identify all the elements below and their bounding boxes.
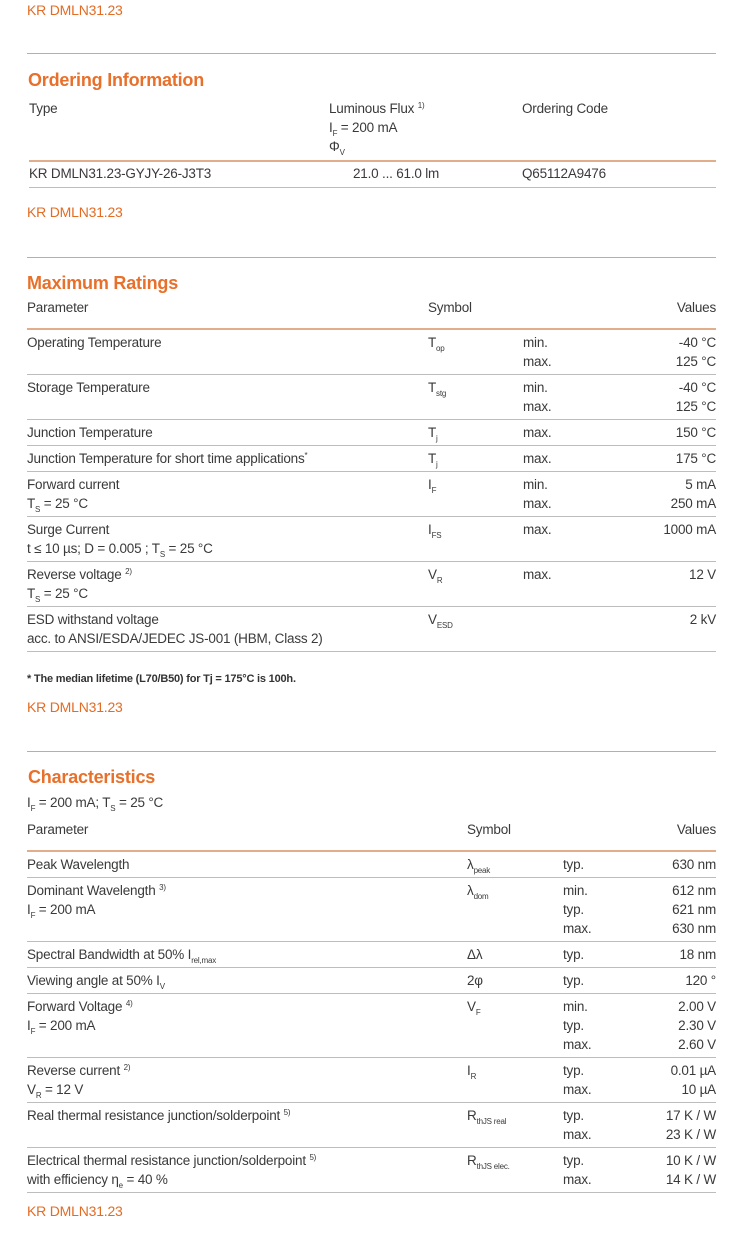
section-brand: KR DMLN31.23	[27, 1203, 123, 1219]
cond-rest: = 200 mA	[337, 120, 398, 135]
value: 5 mA	[685, 477, 716, 492]
text-segment: I	[27, 902, 31, 917]
condition: typ.	[563, 1063, 584, 1078]
table-header	[27, 820, 716, 850]
table-row	[27, 562, 716, 607]
ordering-code: Q65112A9476	[522, 166, 606, 181]
param-cell	[27, 1106, 716, 1125]
symbol-cell	[467, 997, 481, 1016]
table-row	[27, 1103, 716, 1148]
values-cell	[676, 423, 716, 442]
values-cell	[672, 855, 716, 874]
condition: max.	[563, 1172, 592, 1187]
value: 10 µA	[681, 1082, 716, 1097]
param-cell	[27, 423, 716, 442]
condition: min.	[523, 335, 548, 350]
table-row	[27, 994, 716, 1058]
condition-cell	[563, 971, 584, 990]
text-line	[27, 423, 716, 442]
text-line	[27, 494, 716, 513]
symbol: I	[428, 522, 432, 537]
footnote-ref: 4)	[125, 999, 133, 1008]
table-header	[27, 298, 716, 328]
condition: max.	[523, 451, 552, 466]
condition: min.	[563, 883, 588, 898]
symbol-cell	[428, 520, 441, 539]
param-cell	[27, 610, 716, 648]
value: 14 K / W	[665, 1172, 716, 1187]
text-segment: = 25 °C	[40, 586, 88, 601]
symbol: V	[428, 612, 437, 627]
symbol: Δλ	[467, 947, 483, 962]
param-cell	[27, 520, 716, 558]
param-cell	[27, 997, 716, 1035]
symbol-cell	[428, 449, 438, 468]
text-line	[27, 520, 716, 539]
value: 18 nm	[679, 947, 716, 962]
text-line	[27, 449, 716, 468]
text-segment: Real thermal resistance junction/solderpoint	[27, 1108, 284, 1123]
values-cell	[679, 945, 716, 964]
text-segment: Viewing angle at 50% I	[27, 973, 160, 988]
symbol: I	[428, 477, 432, 492]
text-segment: Junction Temperature	[27, 425, 153, 440]
text-segment: with efficiency η	[27, 1172, 119, 1187]
condition-cell	[563, 1151, 591, 1189]
text-segment: T	[27, 496, 36, 511]
param-cell	[27, 1061, 716, 1099]
text-segment: Reverse current	[27, 1063, 124, 1078]
param-cell	[27, 971, 716, 990]
symbol: V	[467, 999, 476, 1014]
text-segment: T	[27, 586, 36, 601]
max-ratings-table	[27, 298, 716, 652]
flux-symbol: Φ	[329, 139, 340, 154]
text-line	[27, 1106, 716, 1125]
text-segment: = 12 V	[41, 1082, 84, 1097]
values-cell	[671, 1061, 716, 1099]
symbol: T	[428, 380, 437, 395]
condition-cell	[563, 997, 591, 1054]
param-cell	[27, 333, 716, 352]
characteristics-table	[27, 820, 716, 1193]
value: 17 K / W	[665, 1108, 716, 1123]
value: 120 °	[685, 973, 716, 988]
cond-base: I	[329, 120, 333, 135]
condition: min.	[563, 999, 588, 1014]
condition: max.	[523, 354, 552, 369]
symbol: λ	[467, 883, 474, 898]
text-segment: Dominant Wavelength	[27, 883, 160, 898]
value: 0.01 µA	[670, 1063, 716, 1078]
values-cell	[690, 610, 716, 629]
characteristics-title: Characteristics	[28, 767, 156, 787]
symbol-cell	[428, 378, 446, 397]
text-segment: V	[27, 1082, 36, 1097]
condition-cell	[563, 881, 591, 938]
text-line	[27, 539, 716, 558]
condition-cell	[563, 855, 584, 874]
symbol-cell	[467, 945, 482, 964]
text-segment: = 25 °C	[115, 795, 164, 810]
characteristics-condition	[27, 793, 163, 812]
values-cell	[689, 565, 716, 584]
values-cell	[685, 971, 716, 990]
symbol-sub: R	[470, 1072, 477, 1081]
values-cell	[676, 333, 716, 371]
param-cell	[27, 881, 716, 919]
value: 2.60 V	[678, 1037, 716, 1052]
value: -40 °C	[678, 335, 716, 350]
condition: max.	[523, 425, 552, 440]
values-cell	[671, 475, 716, 513]
param-cell	[27, 565, 716, 603]
text-line	[27, 900, 716, 919]
value: 10 K / W	[665, 1153, 716, 1168]
ordering-row	[29, 160, 716, 188]
condition: max.	[563, 1082, 592, 1097]
value: 12 V	[689, 567, 716, 582]
table-row	[27, 472, 716, 517]
symbol: I	[467, 1063, 471, 1078]
symbol-cell	[428, 610, 453, 629]
condition: typ.	[563, 947, 584, 962]
value: 2.00 V	[678, 999, 716, 1014]
symbol-sub: F	[475, 1008, 481, 1017]
footnote-ref: 1)	[417, 101, 425, 110]
symbol-cell	[467, 1061, 476, 1080]
table-row	[27, 850, 716, 878]
text-segment: Operating Temperature	[27, 335, 162, 350]
text-segment: I	[27, 1018, 31, 1033]
condition-cell	[523, 378, 551, 416]
header-brand: KR DMLN31.23	[27, 2, 123, 18]
symbol-sub: peak	[473, 866, 491, 875]
flux-symbol-sub: V	[339, 148, 345, 157]
condition-cell	[563, 1106, 591, 1144]
table-row	[27, 375, 716, 420]
symbol-cell	[428, 565, 442, 584]
text-line	[27, 855, 716, 874]
footnote-ref: 3)	[159, 883, 166, 892]
text-line	[27, 1080, 716, 1099]
footnote-ref: 5)	[283, 1108, 291, 1117]
text-line	[27, 1170, 716, 1189]
table-row	[27, 420, 716, 446]
value: 630 nm	[672, 921, 716, 936]
value: 621 nm	[672, 902, 716, 917]
value: 125 °C	[675, 399, 716, 414]
value: 125 °C	[675, 354, 716, 369]
condition-cell	[523, 475, 551, 513]
table-row	[27, 607, 716, 652]
condition: max.	[523, 496, 552, 511]
param-cell	[27, 1151, 716, 1189]
value: 23 K / W	[665, 1127, 716, 1142]
text-line	[27, 945, 716, 964]
condition: max.	[523, 567, 552, 582]
value: 612 nm	[672, 883, 716, 898]
table-row	[27, 517, 716, 562]
section-brand: KR DMLN31.23	[27, 699, 123, 715]
text-segment: ESD withstand voltage	[27, 612, 159, 627]
text-segment: = 200 mA; T	[35, 795, 111, 810]
text-line	[27, 475, 716, 494]
table-row	[27, 328, 716, 375]
symbol-cell	[467, 1151, 510, 1170]
subscript: rel,max	[191, 956, 217, 965]
symbol-cell	[428, 475, 436, 494]
condition-cell	[523, 449, 551, 468]
subscript: R	[35, 1091, 42, 1100]
symbol-header: Symbol	[428, 300, 472, 315]
condition: min.	[523, 380, 548, 395]
text-segment: Forward Voltage	[27, 999, 126, 1014]
subscript: F	[30, 804, 36, 813]
subscript: F	[30, 1027, 36, 1036]
text-segment: = 25 °C	[40, 496, 88, 511]
condition-cell	[563, 945, 584, 964]
text-segment: Peak Wavelength	[27, 857, 130, 872]
col-code-header: Ordering Code	[522, 101, 608, 116]
value: -40 °C	[678, 380, 716, 395]
symbol: R	[467, 1108, 477, 1123]
values-cell	[676, 378, 716, 416]
values-cell	[672, 881, 716, 938]
condition: typ.	[563, 1018, 584, 1033]
text-line	[27, 997, 716, 1016]
footnote-ref: 5)	[309, 1153, 317, 1162]
text-segment: Reverse voltage	[27, 567, 126, 582]
condition: max.	[563, 1127, 592, 1142]
condition: typ.	[563, 857, 584, 872]
col-flux-header	[329, 99, 424, 156]
condition: typ.	[563, 1153, 584, 1168]
symbol: T	[428, 451, 437, 466]
text-segment: acc. to ANSI/ESDA/JEDEC JS-001 (HBM, Class 2)	[27, 631, 323, 646]
symbol-sub: thJS elec.	[476, 1162, 510, 1171]
symbol: V	[428, 567, 437, 582]
subscript: S	[35, 595, 41, 604]
symbol-sub: FS	[431, 531, 442, 540]
symbol-cell	[467, 971, 483, 990]
condition: max.	[523, 399, 552, 414]
values-header: Values	[676, 300, 716, 315]
text-segment: = 200 mA	[35, 1018, 96, 1033]
text-segment: Electrical thermal resistance junction/solderpoint	[27, 1153, 310, 1168]
param-header: Parameter	[27, 822, 89, 837]
ordering-flux: 21.0 ... 61.0 lm	[353, 166, 440, 181]
text-segment: Storage Temperature	[27, 380, 150, 395]
values-cell	[666, 1106, 716, 1144]
text-line	[27, 793, 163, 812]
text-line	[27, 1151, 716, 1170]
divider	[27, 53, 716, 54]
condition: min.	[523, 477, 548, 492]
text-line	[27, 610, 716, 629]
condition-cell	[563, 1061, 591, 1099]
ordering-type: KR DMLN31.23-GYJY-26-J3T3	[29, 166, 212, 181]
symbol-cell	[467, 1106, 506, 1125]
subscript: S	[110, 804, 116, 813]
values-cell	[663, 520, 716, 539]
subscript: e	[118, 1181, 123, 1190]
table-row	[27, 968, 716, 994]
text-segment: I	[27, 795, 31, 810]
subscript: S	[35, 505, 41, 514]
text-segment: t ≤ 10 µs; D = 0.005 ; T	[27, 541, 160, 556]
text-line	[27, 584, 716, 603]
footnote: * The median lifetime (L70/B50) for Tj = 175°C is 100h.	[27, 673, 296, 685]
value: 2.30 V	[678, 1018, 716, 1033]
symbol-cell	[467, 855, 490, 874]
values-cell	[666, 1151, 716, 1189]
symbol-sub: F	[431, 486, 437, 495]
symbol: R	[467, 1153, 477, 1168]
param-cell	[27, 855, 716, 874]
divider	[27, 751, 716, 752]
text-line	[27, 1016, 716, 1035]
divider	[27, 257, 716, 258]
symbol-header: Symbol	[467, 822, 511, 837]
text-segment: = 25 °C	[164, 541, 213, 556]
table-row	[27, 1148, 716, 1193]
subscript: V	[159, 982, 165, 991]
condition: max.	[523, 522, 552, 537]
subscript: F	[30, 911, 36, 920]
symbol: T	[428, 335, 437, 350]
text-line	[27, 565, 716, 584]
symbol-cell	[467, 881, 489, 900]
text-segment: Surge Current	[27, 522, 110, 537]
condition-cell	[523, 520, 551, 539]
value: 1000 mA	[663, 522, 716, 537]
symbol-sub: dom	[473, 892, 489, 901]
condition: max.	[563, 1037, 592, 1052]
condition-cell	[523, 333, 551, 371]
text-segment: = 40 %	[122, 1172, 168, 1187]
text-line	[27, 378, 716, 397]
footnote-ref: *	[304, 451, 308, 460]
symbol-sub: ESD	[436, 621, 453, 630]
table-row	[27, 446, 716, 472]
symbol-cell	[428, 423, 438, 442]
condition: typ.	[563, 973, 584, 988]
text-segment: = 200 mA	[35, 902, 96, 917]
symbol: 2φ	[467, 973, 483, 988]
condition: typ.	[563, 1108, 584, 1123]
param-header: Parameter	[27, 300, 89, 315]
footnote-ref: 2)	[123, 1063, 131, 1072]
values-header: Values	[676, 822, 716, 837]
text-segment: Forward current	[27, 477, 120, 492]
footnote-ref: 2)	[125, 567, 132, 576]
symbol-sub: j	[436, 460, 438, 469]
symbol-cell	[428, 333, 445, 352]
condition: typ.	[563, 902, 584, 917]
ordering-title: Ordering Information	[28, 70, 205, 90]
cond-sub: F	[332, 129, 338, 138]
text-line	[27, 629, 716, 648]
flux-label: Luminous Flux	[329, 101, 415, 116]
text-line	[27, 1061, 716, 1080]
condition-cell	[523, 423, 551, 442]
table-row	[27, 1058, 716, 1103]
param-cell	[27, 945, 716, 964]
condition-cell	[523, 565, 551, 584]
text-line	[27, 333, 716, 352]
table-row	[27, 878, 716, 942]
values-cell	[678, 997, 716, 1054]
section-brand: KR DMLN31.23	[27, 204, 123, 220]
value: 175 °C	[675, 451, 716, 466]
value: 2 kV	[689, 612, 716, 627]
subscript: S	[159, 550, 165, 559]
symbol-sub: op	[436, 344, 445, 353]
text-line	[27, 881, 716, 900]
param-cell	[27, 475, 716, 513]
table-row	[27, 942, 716, 968]
condition: max.	[563, 921, 592, 936]
text-segment: Spectral Bandwidth at 50% I	[27, 947, 192, 962]
symbol-sub: j	[436, 434, 438, 443]
col-type-header: Type	[29, 101, 58, 116]
param-cell	[27, 449, 716, 468]
symbol-sub: thJS real	[476, 1117, 507, 1126]
value: 630 nm	[672, 857, 716, 872]
values-cell	[676, 449, 716, 468]
value: 250 mA	[670, 496, 716, 511]
value: 150 °C	[675, 425, 716, 440]
symbol-sub: R	[436, 576, 443, 585]
text-line	[27, 971, 716, 990]
param-cell	[27, 378, 716, 397]
symbol: λ	[467, 857, 474, 872]
text-segment: Junction Temperature for short time applications	[27, 451, 305, 466]
max-ratings-title: Maximum Ratings	[27, 273, 179, 293]
symbol: T	[428, 425, 437, 440]
symbol-sub: stg	[436, 389, 447, 398]
